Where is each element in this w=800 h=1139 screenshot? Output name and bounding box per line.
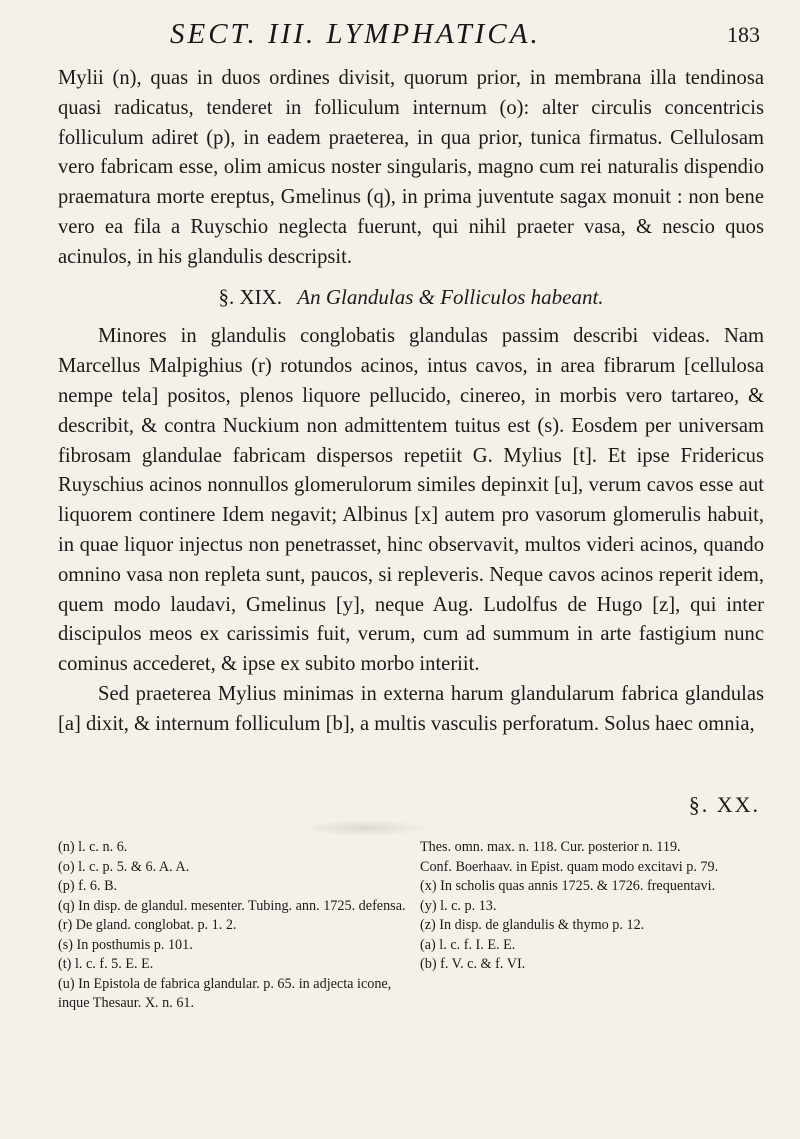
section-title: An Glandulas & Folliculos habeant. (297, 284, 604, 309)
footnote: (p) f. 6. B. (58, 878, 118, 894)
footnote: Thes. omn. max. n. 118. Cur. posterior n. 119. (420, 839, 681, 855)
footnotes-left-column (58, 838, 408, 1014)
paragraph-3: Sed praeterea Mylius minimas in externa harum glandularum fabrica glandulas [a] dixit, & internum folliculum [b], a multis vasculis perforatum. Solus haec omnia, (58, 682, 764, 735)
footnote: (y) l. c. p. 13. (420, 897, 497, 914)
paragraph-2: Minores in glandulis conglobatis glandulas passim describi videas. Nam Marcellus Malpighius (r) rotundos acinos, intus cavos, in area fibrarum [cellulosa nempe tela] positos, plenos liquore pellucido, cinereo, in morbis vero tartareo, & describit, & contra Nuckium non admittentem tuitus est (s). Eosdem per universam fibrosam glandulae fabricam dispersos repetiit G. Mylius [t]. Et ipse Fridericus Ruyschius acinos nonnullos glomerulorum similes depinxit [u], verum cavos esse aut liquorem continere Idem negavit; Albinus [x] autem pro vasorum glomerulis habuit, in quae liquor injectus non penetrasset, hinc observavit, multos videri acinos, quando omnino vasa non repleta sunt, paucos, si repleveris. Neque cavos acinos reperit idem, quem modo laudavi, Gmelinus [y], neque Aug. Ludolfus de Hugo [z], qui inter discipulos meos ex carissimis fuit, verum, cum ad summum in arte fastigium nunc cominus accederet, & ipse ex subito morbo interiit. (58, 325, 764, 676)
footnote: (u) In Epistola de fabrica glandular. p. 65. in adjecta icone, inque Thesaur. X. n. 61. (58, 975, 392, 1011)
footnote: (z) In disp. de glandulis & thymo p. 12. (420, 917, 645, 933)
footnote: (s) In posthumis p. 101. (58, 936, 193, 953)
catchword: §. XX. (688, 792, 760, 817)
ink-smudge (300, 820, 430, 836)
footnote: (n) l. c. n. 6. (58, 839, 128, 855)
footnote: (r) De gland. conglobat. p. 1. 2. (58, 917, 237, 933)
footnote: (q) In disp. de glandul. mesenter. Tubing. ann. 1725. defensa. (58, 897, 406, 914)
running-head: SECT. III. LYMPHATICA. (170, 18, 541, 50)
section-heading (58, 283, 764, 313)
body-text (58, 64, 764, 740)
section-number: §. XIX. (218, 284, 283, 309)
footnote: (x) In scholis quas annis 1725. & 1726. frequentavi. (420, 878, 716, 894)
footnote: (b) f. V. c. & f. VI. (420, 956, 526, 972)
footnote: (t) l. c. f. 5. E. E. (58, 956, 154, 972)
footnote: Conf. Boerhaav. in Epist. quam modo excitavi p. 79. (420, 858, 719, 875)
paragraph-1: Mylii (n), quas in duos ordines divisit, quorum prior, in membrana illa tendinosa quasi radicatus, tenderet in folliculum internum (o): alter circulis concentricis folliculum adiret (p), in eadem praeterea, in qua prior, tunica firmatus. Cellulosam vero fabricam esse, olim amicus noster singularis, magno cum rei naturalis dispendio praematura morte ereptus, Gmelinus (q), in prima juventute sagax monuit : non bene vero ea fila a Ruyschio neglecta fuerunt, qui nihil praeter vasa, & nescio quos acinulos, in his glandulis descripsit. (58, 67, 764, 268)
footnote: (o) l. c. p. 5. & 6. A. A. (58, 858, 190, 875)
footnotes-right-column (420, 838, 772, 975)
page-number: 183 (727, 22, 760, 47)
page-header (40, 14, 760, 54)
footnote: (a) l. c. f. I. E. E. (420, 936, 516, 953)
